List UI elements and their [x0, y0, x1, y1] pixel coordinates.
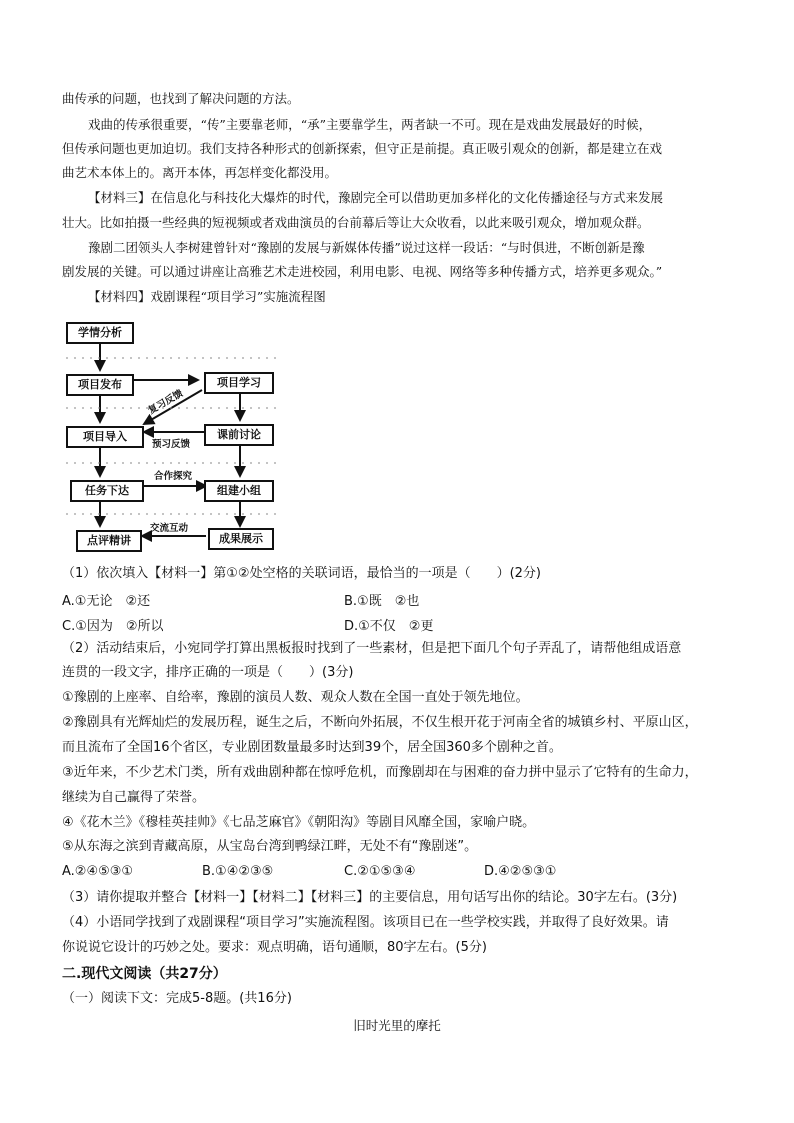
question-1-option-c: C.①因为 ②所以 — [62, 619, 164, 634]
sentence-2-line-2: 而且流布了全国16个省区，专业剧团数量最多时达到39个，居全国360多个剧种之首。 — [62, 740, 562, 755]
question-3: （3）请你提取并整合【材料一】【材料二】【材料三】的主要信息，用句话写出你的结论。30字左右。(3分) — [62, 890, 678, 905]
sentence-3-line-2: 继续为自己赢得了荣誉。 — [62, 790, 206, 805]
flow-label-review-feedback: 复习反馈 — [146, 388, 185, 417]
flow-label-exchange-interaction: 交流互动 — [150, 523, 189, 534]
sentence-4: ④《花木兰》《穆桂英挂帅》《七品芝麻官》《朝阳沟》等剧目风靡全国，家喻户晓。 — [62, 815, 536, 830]
question-4-line-2: 你说说它设计的巧妙之处。要求：观点明确，语句通顺，80字左右。(5分) — [62, 940, 487, 955]
paragraph-line: 戏曲的传承很重要，“传”主要靠老师，“承”主要靠学生，两者缺一不可。现在是戏曲发展最好的时候， — [88, 117, 652, 132]
paragraph-line: 曲艺术本体上的。离开本体，再怎样变化都没用。 — [62, 165, 338, 180]
project-learning-flowchart — [62, 318, 282, 550]
sentence-3-line-1: ③近年来，不少艺术门类，所有戏曲剧种都在惊呼危机，而豫剧却在与困难的奋力拼中显示了它特有的生命力， — [62, 765, 698, 780]
question-2-line-1: （2）活动结束后，小宛同学打算出黑板报时找到了一些素材，但是把下面几个句子弄乱了，请帮他组成语意 — [62, 641, 682, 656]
material-four-heading: 【材料四】戏剧课程“项目学习”实施流程图 — [88, 289, 326, 304]
question-1-option-d: D.①不仅 ②更 — [344, 619, 434, 634]
question-1-option-b: B.①既 ②也 — [344, 594, 420, 609]
paragraph-line: 剧发展的关键。可以通过讲座让高雅艺术走进校园，利用电影、电视、网络等多种传播方式，培养更多观众。” — [62, 264, 663, 279]
flow-box-form-group: 组建小组 — [204, 480, 274, 502]
subsection-heading: （一）阅读下文：完成5-8题。(共16分) — [62, 991, 292, 1006]
flow-box-project-intro: 项目导入 — [66, 426, 144, 448]
question-2-option-b: B.①④②③⑤ — [202, 864, 274, 879]
paragraph-line: 豫剧二团领头人李树建曾针对“豫剧的发展与新媒体传播”说过这样一段话：“与时俱进，不断创新是豫 — [88, 240, 645, 255]
sentence-1: ①豫剧的上座率、自给率，豫剧的演员人数、观众人数在全国一直处于领先地位。 — [62, 690, 529, 705]
question-1: （1）依次填入【材料一】第①②处空格的关联词语，最恰当的一项是（ ）(2分) — [62, 566, 541, 581]
sentence-2-line-1: ②豫剧具有光辉灿烂的发展历程，诞生之后，不断向外拓展，不仅生根开花于河南全省的城镇乡村、平原山区， — [62, 715, 698, 730]
question-4-line-1: （4）小语同学找到了戏剧课程“项目学习”实施流程图。该项目已在一些学校实践，并取得了良好效果。请 — [62, 915, 669, 930]
flow-box-comment-explain: 点评精讲 — [76, 530, 142, 552]
flow-box-pre-class-discussion: 课前讨论 — [204, 424, 274, 446]
question-2-line-2: 连贯的一段文字，排序正确的一项是（ ）(3分) — [62, 665, 354, 680]
section-heading-modern-reading: 二.现代文阅读（共27分） — [62, 966, 227, 982]
flow-label-cooperative-inquiry: 合作探究 — [154, 471, 193, 482]
question-2-option-a: A.②④⑤③① — [62, 864, 134, 879]
flow-box-task-assign: 任务下达 — [70, 480, 144, 502]
flow-box-result-show: 成果展示 — [208, 528, 274, 550]
question-2-option-d: D.④②⑤③① — [484, 864, 557, 879]
flow-box-situation-analysis: 学情分析 — [66, 322, 134, 344]
sentence-5: ⑤从东海之滨到青藏高原，从宝岛台湾到鸭绿江畔，无处不有“豫剧迷”。 — [62, 839, 478, 854]
paragraph-line: 壮大。比如拍摄一些经典的短视频或者戏曲演员的台前幕后等让大众收看，以此来吸引观众，增加观众群。 — [62, 215, 650, 230]
flow-label-preview-feedback: 预习反馈 — [152, 439, 191, 450]
paragraph-line: 曲传承的问题，也找到了解决问题的方法。 — [62, 91, 300, 106]
flow-box-project-study: 项目学习 — [204, 372, 274, 394]
question-2-option-c: C.②①⑤③④ — [344, 864, 416, 879]
material-three-heading: 【材料三】在信息化与科技化大爆炸的时代，豫剧完全可以借助更加多样化的文化传播途径与方式来发展 — [88, 190, 664, 205]
passage-title: 旧时光里的摩托 — [353, 1018, 441, 1033]
question-1-option-a: A.①无论 ②还 — [62, 594, 151, 609]
paragraph-line: 但传承问题也更加迫切。我们支持各种形式的创新探索，但守正是前提。真正吸引观众的创新，都是建立在戏 — [62, 141, 663, 156]
flow-box-project-release: 项目发布 — [66, 374, 134, 396]
